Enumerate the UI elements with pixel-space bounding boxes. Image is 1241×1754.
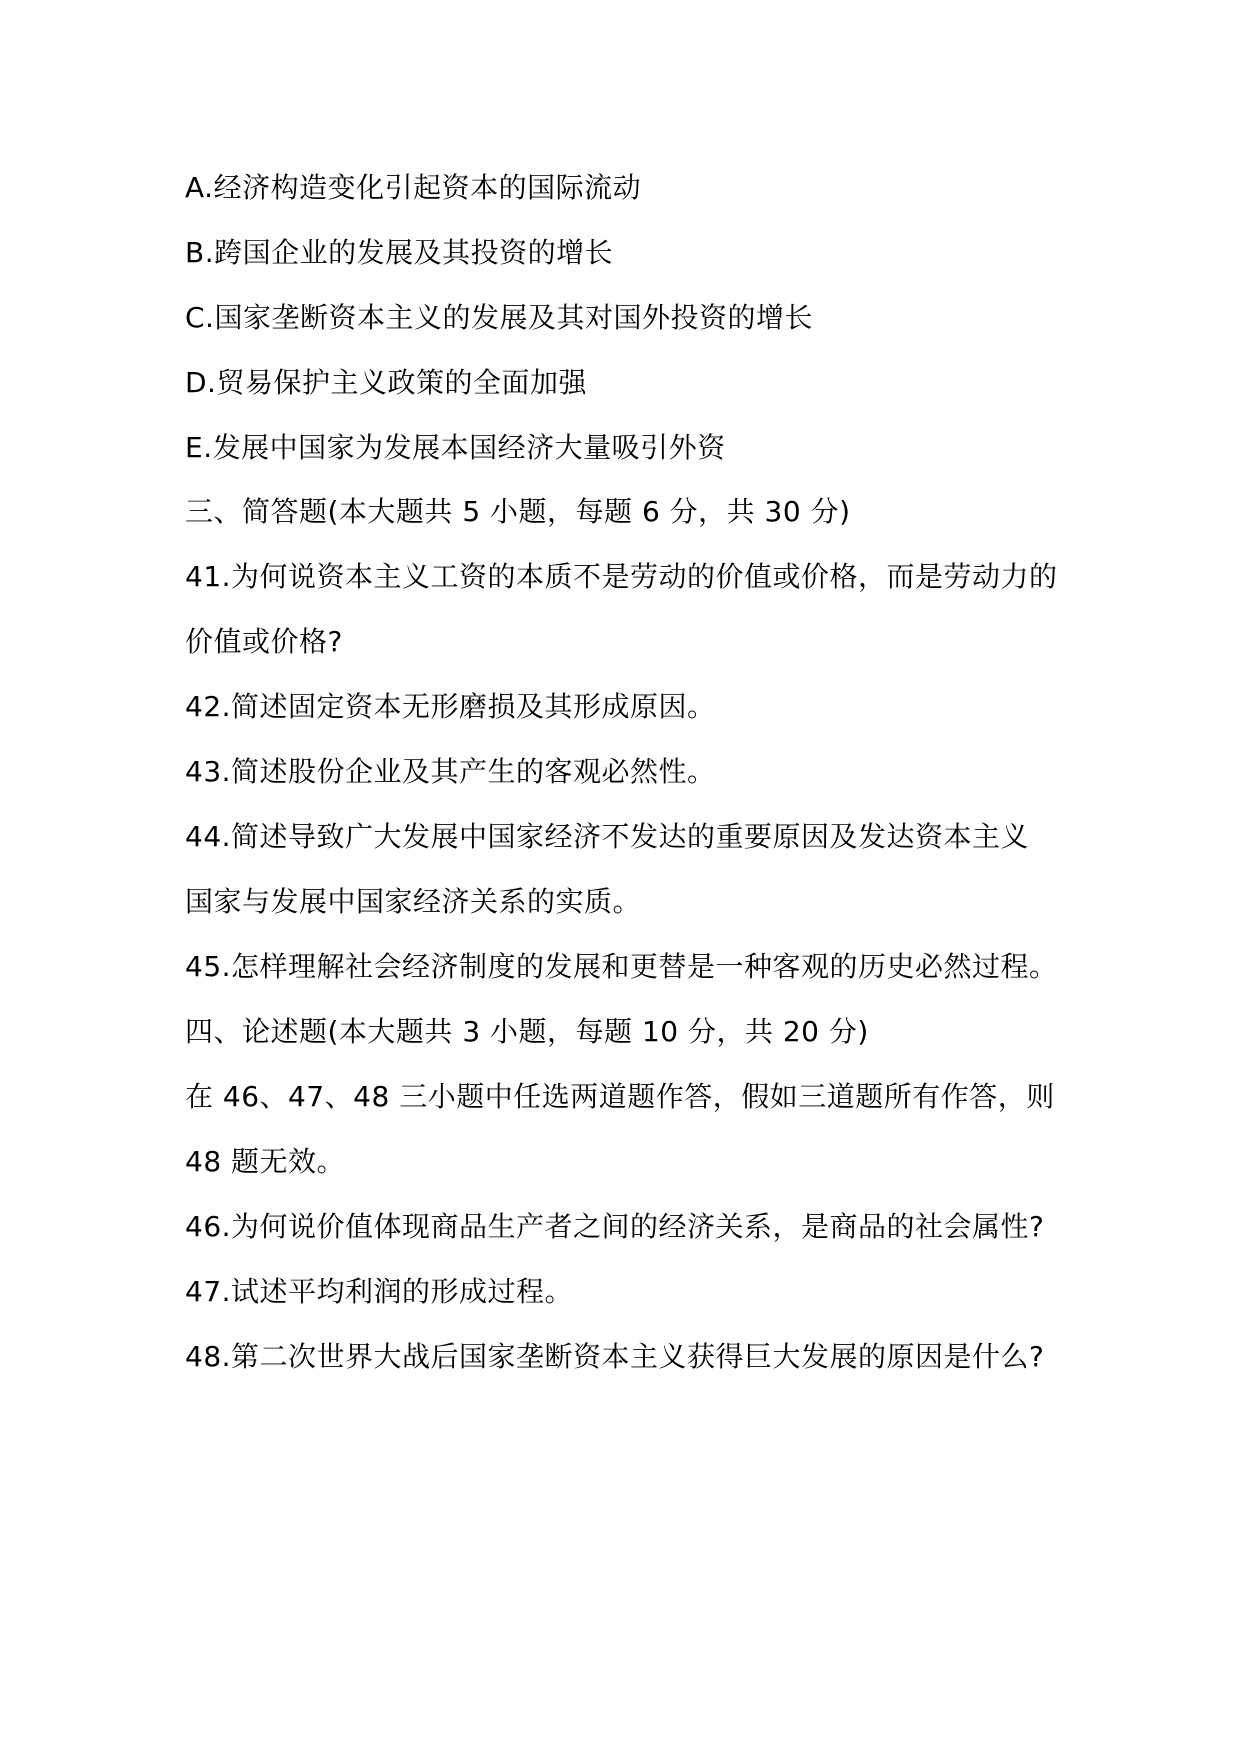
option-d: D.贸易保护主义政策的全面加强 (185, 366, 587, 399)
question-48: 48.第二次世界大战后国家垄断资本主义获得巨大发展的原因是什么? (185, 1340, 1045, 1373)
option-b: B.跨国企业的发展及其投资的增长 (185, 236, 614, 269)
question-43: 43.简述股份企业及其产生的客观必然性。 (185, 755, 716, 788)
question-46: 46.为何说价值体现商品生产者之间的经济关系，是商品的社会属性? (185, 1210, 1045, 1243)
essay-instruction-line-1: 在 46、47、48 三小题中任选两道题作答，假如三道题所有作答，则 (185, 1080, 1055, 1113)
question-41-line-2: 价值或价格? (185, 625, 343, 658)
question-45: 45.怎样理解社会经济制度的发展和更替是一种客观的历史必然过程。 (185, 950, 1058, 983)
option-e: E.发展中国家为发展本国经济大量吸引外资 (185, 431, 726, 464)
option-a: A.经济构造变化引起资本的国际流动 (185, 171, 642, 204)
question-41-line-1: 41.为何说资本主义工资的本质不是劳动的价值或价格，而是劳动力的 (185, 560, 1058, 593)
essay-instruction-line-2: 48 题无效。 (185, 1145, 346, 1178)
option-c: C.国家垄断资本主义的发展及其对国外投资的增长 (185, 301, 813, 334)
section-heading-essay: 四、论述题(本大题共 3 小题，每题 10 分，共 20 分) (185, 1015, 869, 1048)
section-heading-short-answer: 三、简答题(本大题共 5 小题，每题 6 分，共 30 分) (185, 495, 851, 528)
question-42: 42.简述固定资本无形磨损及其形成原因。 (185, 690, 716, 723)
question-44-line-1: 44.简述导致广大发展中国家经济不发达的重要原因及发达资本主义 (185, 820, 1030, 853)
question-47: 47.试述平均利润的形成过程。 (185, 1275, 574, 1308)
question-44-line-2: 国家与发展中国家经济关系的实质。 (185, 885, 642, 918)
